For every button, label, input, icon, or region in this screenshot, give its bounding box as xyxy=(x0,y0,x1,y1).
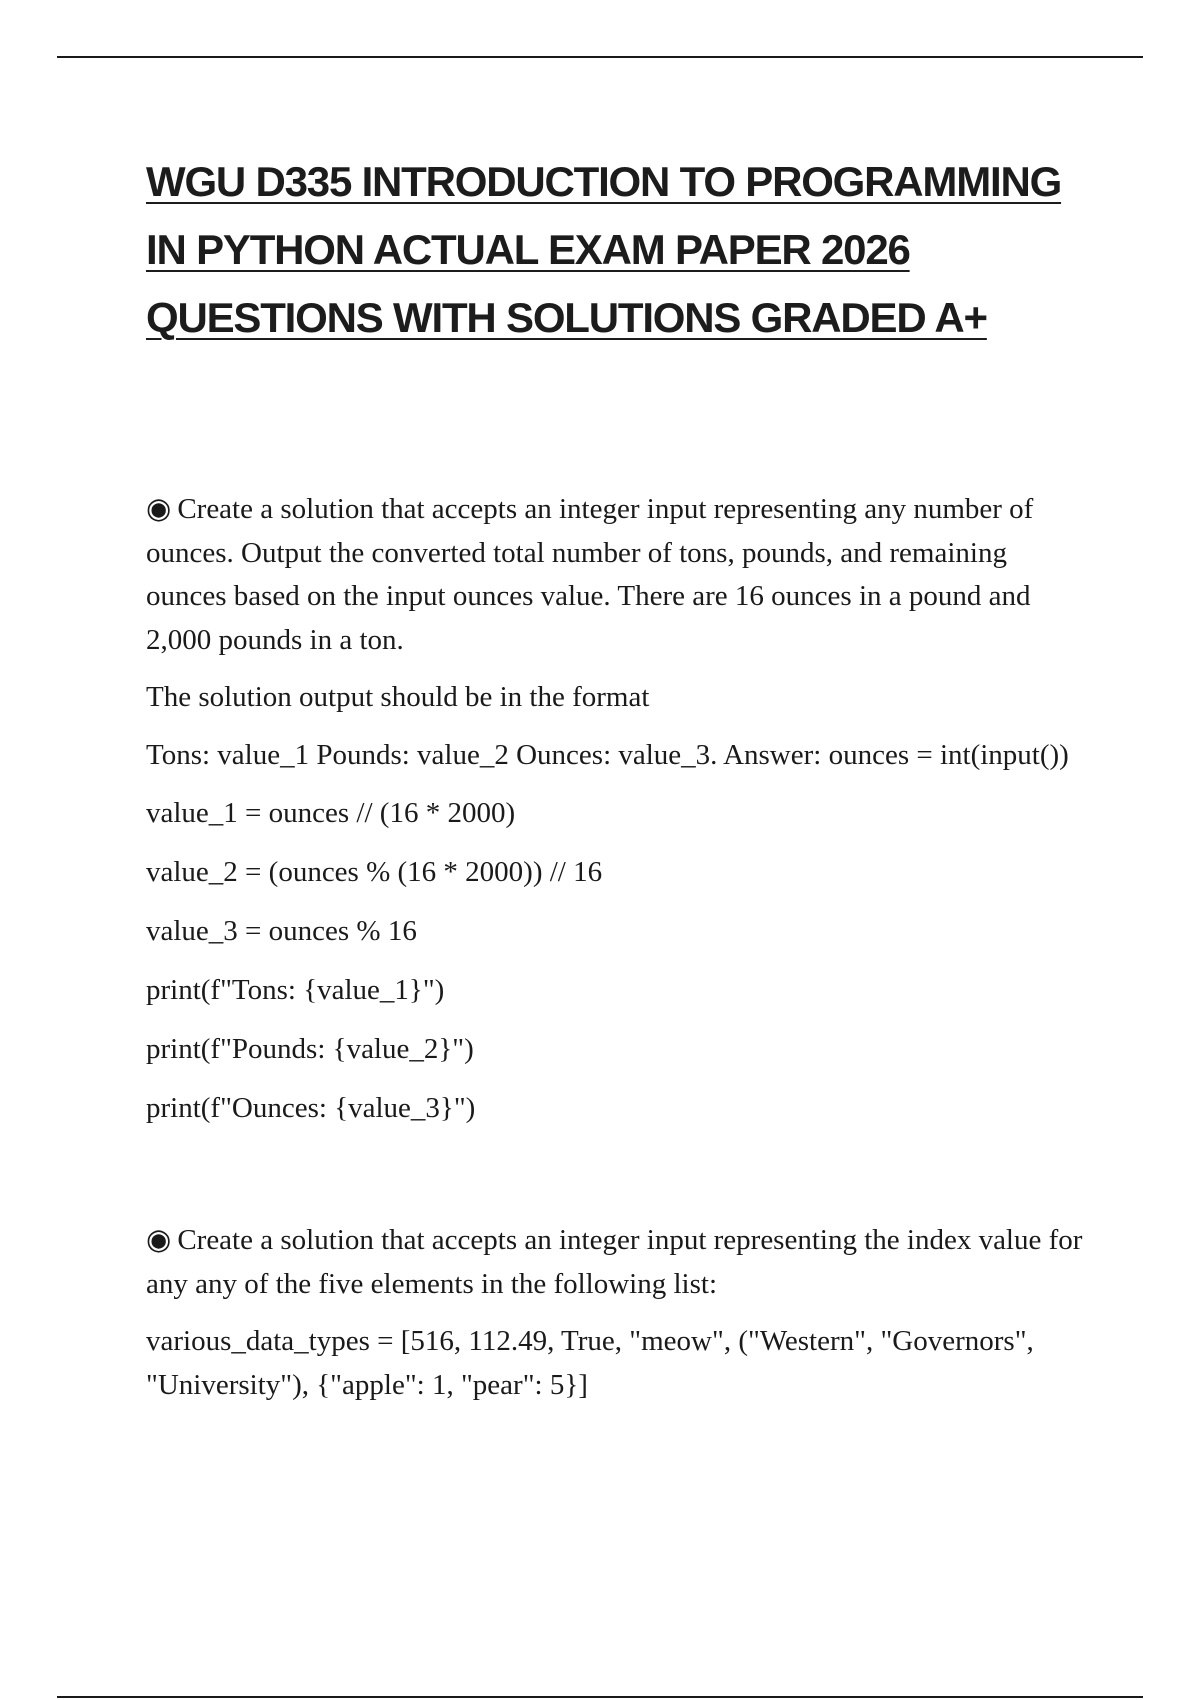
question-1-prompt: Create a solution that accepts an integer input representing any number of ounces. Output the converted total number of tons, pounds, and remaining ounces based on the input ounces value. There are 16 ounces in a pound and 2,000 pounds in a ton. xyxy=(146,493,1034,656)
code-line: print(f"Ounces: {value_3}") xyxy=(146,1092,476,1124)
code-line: value_3 = ounces % 16 xyxy=(146,915,417,947)
question-2 xyxy=(146,1219,1086,1306)
question-1-format-intro: The solution output should be in the format xyxy=(146,681,650,713)
code-line: value_1 = ounces // (16 * 2000) xyxy=(146,797,516,829)
document-title xyxy=(146,148,1086,352)
bottom-divider xyxy=(57,1696,1143,1698)
bullet-icon: ◉ xyxy=(146,1224,172,1256)
code-line: value_2 = (ounces % (16 * 2000)) // 16 xyxy=(146,856,603,888)
question-1 xyxy=(146,488,1086,662)
code-line: print(f"Tons: {value_1}") xyxy=(146,974,445,1006)
bullet-icon: ◉ xyxy=(146,493,172,525)
top-divider xyxy=(57,56,1143,58)
document-title-text: WGU D335 INTRODUCTION TO PROGRAMMING IN PYTHON ACTUAL EXAM PAPER 2026 QUESTIONS WITH SOLUTIONS GRADED A+ xyxy=(146,158,1062,341)
document-body xyxy=(146,488,1086,1421)
section-gap xyxy=(146,1145,1086,1219)
question-1-answer-line: Tons: value_1 Pounds: value_2 Ounces: value_3. Answer: ounces = int(input()) xyxy=(146,738,1069,771)
code-line: print(f"Pounds: {value_2}") xyxy=(146,1033,474,1065)
question-2-list-line: various_data_types = [516, 112.49, True, "meow", ("Western", "Governors", "University"), {"apple": 1, "pear": 5}] xyxy=(146,1325,1034,1401)
question-2-prompt: Create a solution that accepts an integer input representing the index value for any any of the five elements in the following list: xyxy=(146,1224,1083,1300)
